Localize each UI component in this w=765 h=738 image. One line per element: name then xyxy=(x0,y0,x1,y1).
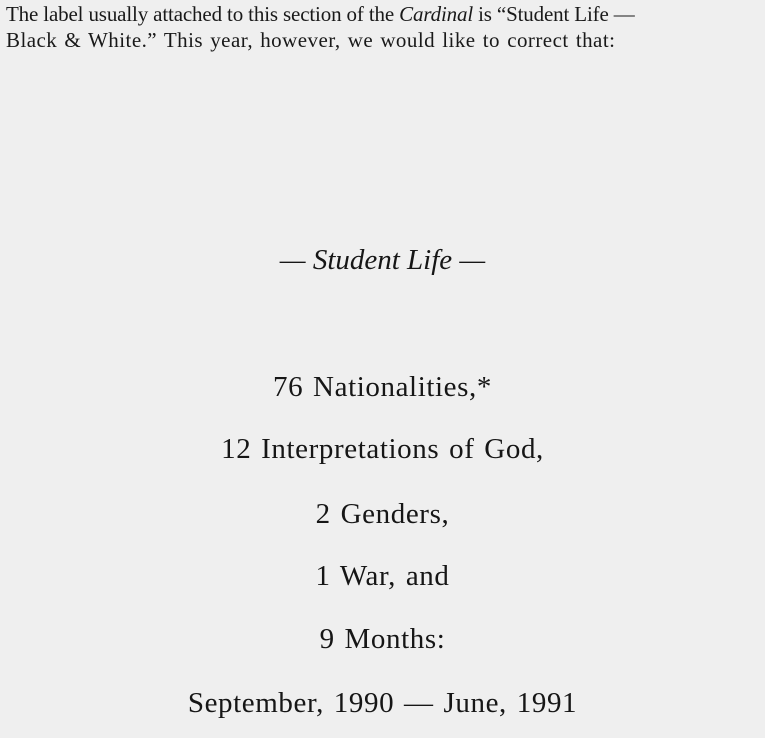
intro-line-1-before: The label usually attached to this section of the xyxy=(6,2,400,26)
publication-title: Cardinal xyxy=(399,2,474,26)
stat-months: 9 Months: xyxy=(319,623,446,655)
stat-war: 1 War, and xyxy=(315,560,450,592)
intro-line-2: Black & White.” This year, however, we would like to correct that: xyxy=(6,28,616,52)
stat-genders: 2 Genders, xyxy=(315,498,450,530)
stat-interpretations-of-god: 12 Interpretations of God, xyxy=(221,433,544,465)
stat-nationalities: 76 Nationalities,* xyxy=(273,371,492,403)
intro-line-1-after: is “Student Life — xyxy=(473,2,635,26)
intro-paragraph xyxy=(6,1,761,53)
stat-date-range: September, 1990 — June, 1991 xyxy=(187,687,578,719)
section-heading: — Student Life — xyxy=(279,244,486,276)
intro-line-1 xyxy=(6,1,761,27)
